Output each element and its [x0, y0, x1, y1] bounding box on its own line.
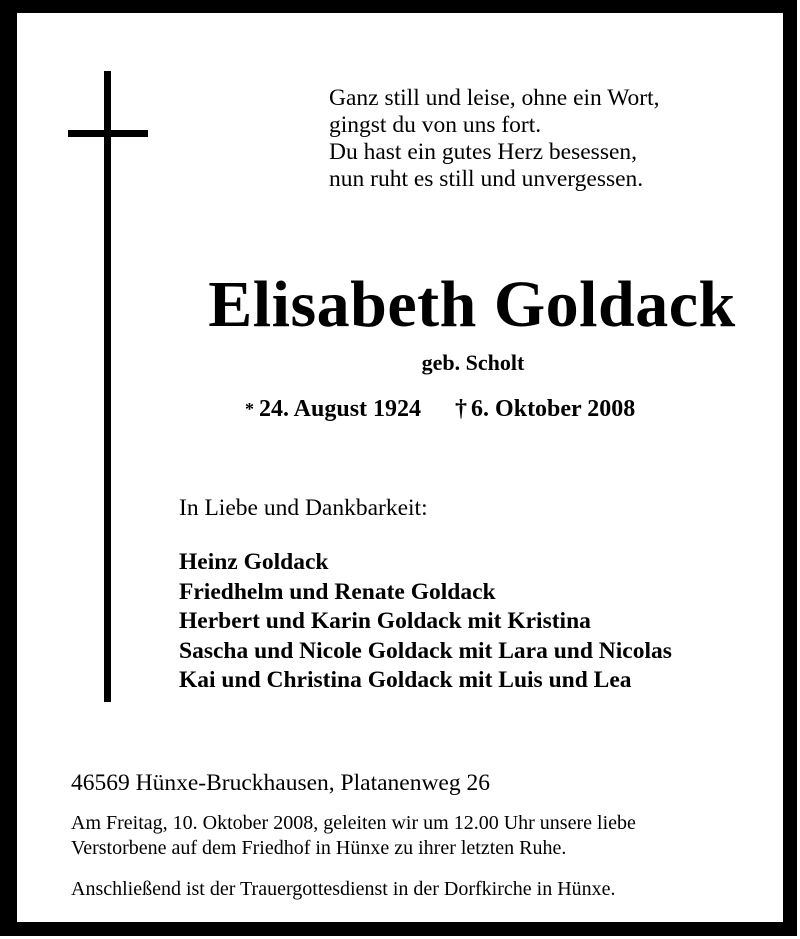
mourner: Friedhelm und Renate Goldack [179, 578, 496, 605]
mourner: Herbert und Karin Goldack mit Kristina [179, 608, 591, 634]
birth-star-icon: * [245, 399, 254, 419]
death-dagger-icon: † [455, 396, 468, 422]
poem-line: Du hast ein gutes Herz besessen, [329, 139, 638, 165]
funeral-info-line: Verstorbene auf dem Friedhof in Hünxe zu ihrer letzten Ruhe. [71, 837, 567, 859]
poem-line: gingst du von uns fort. [329, 112, 542, 138]
mourner: Sascha und Nicole Goldack mit Lara und Nicolas [179, 637, 672, 664]
cross-horizontal-bar [68, 130, 148, 137]
mourner: Heinz Goldack [179, 549, 329, 575]
maiden-name: geb. Scholt [421, 350, 525, 375]
birth-date: 24. August 1924 [259, 396, 422, 422]
mourner: Kai und Christina Goldack mit Luis und Lea [179, 667, 632, 693]
poem-line: Ganz still und leise, ohne ein Wort, [329, 85, 660, 111]
address: 46569 Hünxe-Bruckhausen, Platanenweg 26 [71, 770, 490, 796]
thanks-line: In Liebe und Dankbarkeit: [179, 495, 428, 521]
funeral-info [71, 811, 636, 861]
poem [329, 85, 660, 193]
cross-vertical-bar [104, 71, 111, 702]
funeral-info-line: Am Freitag, 10. Oktober 2008, geleiten wir um 12.00 Uhr unsere liebe [71, 812, 636, 834]
deceased-name: Elisabeth Goldack [208, 268, 736, 341]
life-dates [245, 394, 635, 425]
poem-line: nun ruht es still und unvergessen. [329, 166, 644, 192]
death-date: 6. Oktober 2008 [471, 396, 636, 422]
mourners-list [179, 548, 672, 696]
obituary-notice [17, 13, 783, 922]
service-info: Anschließend ist der Trauergottesdienst in der Dorfkirche in Hünxe. [71, 878, 616, 900]
